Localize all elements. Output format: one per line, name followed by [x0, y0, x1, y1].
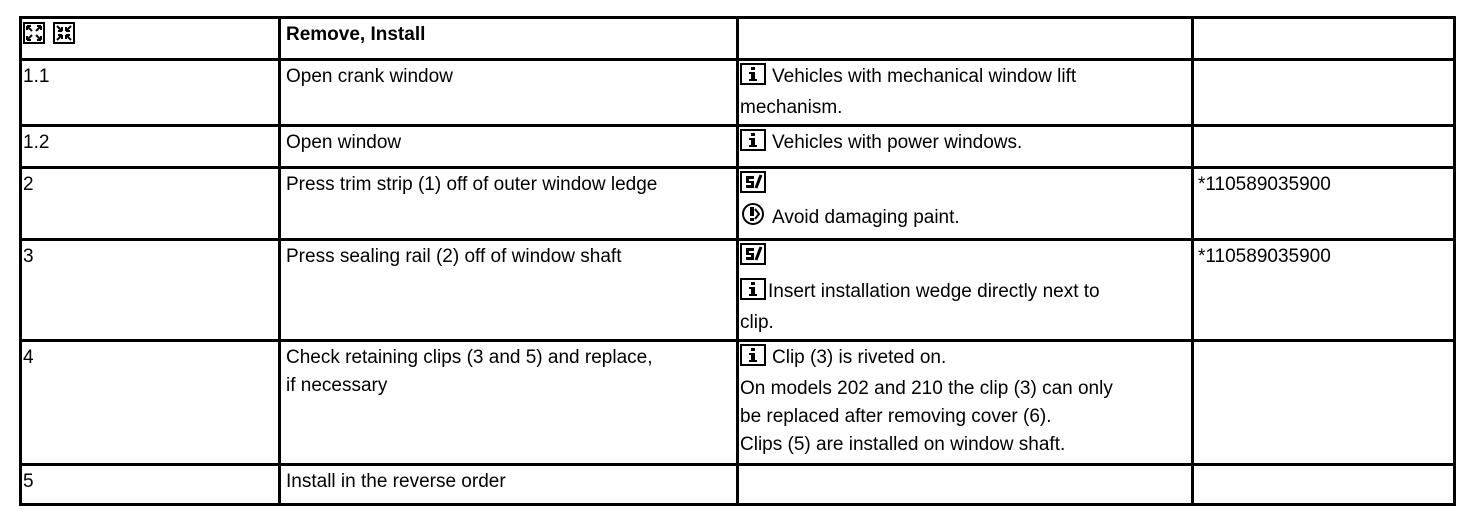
info-icon [740, 278, 766, 309]
note-text: be replaced after removing cover (6). [740, 406, 1052, 427]
part-number [1193, 126, 1455, 168]
note-line [740, 278, 1188, 309]
note-text: Insert installation wedge directly next to [768, 281, 1100, 302]
part-number [1193, 341, 1455, 465]
note-line [740, 63, 1188, 94]
step-notes [738, 126, 1193, 168]
note-line [740, 344, 1188, 375]
step-action: Press sealing rail (2) off of window shaft [280, 240, 738, 341]
note-line [740, 202, 1188, 235]
step-notes [738, 341, 1193, 465]
table-row [21, 60, 1455, 126]
note-text: Avoid damaging paint. [772, 207, 960, 228]
note-line [740, 171, 1188, 202]
step-number: 2 [21, 168, 280, 240]
expand-arrows-icon[interactable] [23, 22, 45, 44]
step-number: 1.2 [21, 126, 280, 168]
part-number [1193, 465, 1455, 505]
action-line: Check retaining clips (3 and 5) and replace, [286, 347, 653, 368]
header-title: Remove, Install [280, 18, 738, 60]
procedure-table [19, 16, 1456, 506]
note-text: Clips (5) are installed on window shaft. [740, 434, 1066, 455]
action-line: if necessary [286, 375, 388, 396]
step-number: 3 [21, 240, 280, 341]
note-text: mechanism. [740, 97, 843, 118]
note-text: Vehicles with mechanical window lift [772, 66, 1077, 87]
note-text: clip. [740, 312, 774, 333]
part-number: *110589035900 [1193, 240, 1455, 341]
step-number: 4 [21, 341, 280, 465]
header-col3 [738, 18, 1193, 60]
note-text: Clip (3) is riveted on. [772, 347, 947, 368]
info-icon [740, 129, 766, 160]
note-line [740, 129, 1188, 160]
step-notes [738, 465, 1193, 505]
special-tool-icon [740, 171, 766, 202]
table-row [21, 240, 1455, 341]
step-notes [738, 240, 1193, 341]
header-row [21, 18, 1455, 60]
step-number: 1.1 [21, 60, 280, 126]
table-row [21, 465, 1455, 505]
step-notes [738, 60, 1193, 126]
step-action [280, 341, 738, 465]
part-number [1193, 60, 1455, 126]
step-action: Press trim strip (1) off of outer window ledge [280, 168, 738, 240]
note-text: On models 202 and 210 the clip (3) can only [740, 378, 1113, 399]
step-action: Open crank window [280, 60, 738, 126]
note-text: Vehicles with power windows. [772, 132, 1023, 153]
note-line [740, 243, 1188, 274]
table-row [21, 126, 1455, 168]
caution-icon [740, 202, 766, 235]
header-icons-cell [21, 18, 280, 60]
table-row [21, 168, 1455, 240]
step-number: 5 [21, 465, 280, 505]
collapse-arrows-icon[interactable] [53, 22, 75, 44]
step-action: Install in the reverse order [280, 465, 738, 505]
special-tool-icon [740, 243, 766, 274]
table-row [21, 341, 1455, 465]
info-icon [740, 344, 766, 375]
info-icon [740, 63, 766, 94]
part-number: *110589035900 [1193, 168, 1455, 240]
step-notes [738, 168, 1193, 240]
header-col4 [1193, 18, 1455, 60]
step-action: Open window [280, 126, 738, 168]
